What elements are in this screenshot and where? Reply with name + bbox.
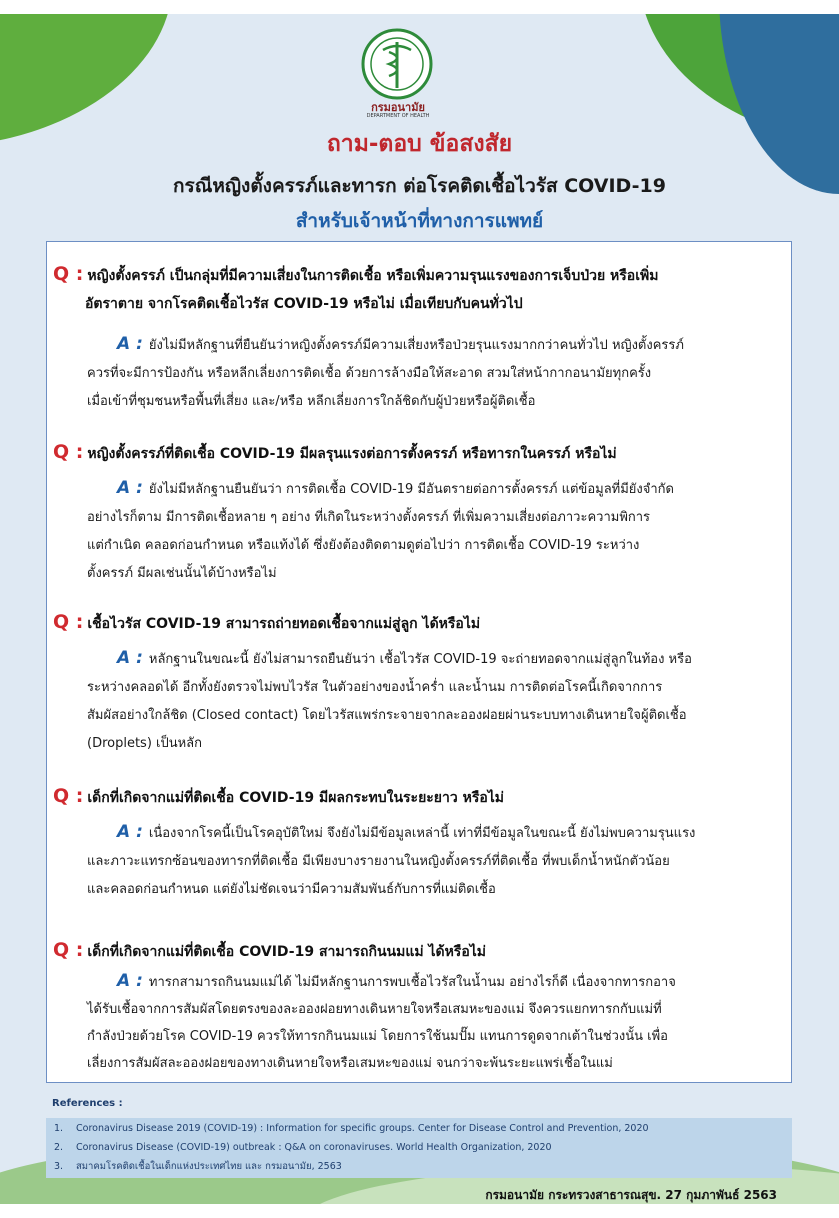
qa-panel: [46, 241, 792, 1083]
q-label: Q :: [53, 441, 84, 463]
poster: [0, 14, 839, 1204]
references: [46, 1092, 792, 1184]
page-title: ถาม-ตอบ ข้อสงสัย: [326, 131, 513, 157]
reference-item: 3. สมาคมโรคติดเชื้อในเด็กแห่งประเทศไทย และ กรมอนามัย, 2563: [54, 1161, 342, 1172]
question: Q : เด็กที่เกิดจากแม่ที่ติดเชื้อ COVID-19 มีผลกระทบในระยะยาว หรือไม่: [53, 785, 505, 807]
page-audience: สำหรับเจ้าหน้าที่ทางการแพทย์: [295, 210, 544, 232]
a-label: A :: [117, 822, 143, 842]
org-name-en: DEPARTMENT OF HEALTH: [366, 113, 430, 119]
answer: A : ทารกสามารถกินนมแม่ได้ ไม่มีหลักฐานการพบเชื้อไวรัสในน้ำนม อย่างไรก็ดี เนื่องจากทารกอาจ ได้รับเชื้อจากการสัมผัสโดยตรงของละอองฝอยทางเดินหายใจหรือเสมหะของแม่ จึงควรแยกทารกกับแม่ที่ กำลังป่วยด้วยโรค COVID-19 ควรให้ทารกกินนมแม่ โดยการใช้นมปั๊ม แทนการดูดจากเต้าในช่วงนั้น เพื่อ เลี่ยงการสัมผัสละอองฝอยของทางเดินหายใจหรือเสมหะของแม่ จนกว่าจะพ้นระยะแพร่เชื้อในแม่: [87, 971, 676, 1071]
q-label: Q :: [53, 785, 84, 807]
answer: A : หลักฐานในขณะนี้ ยังไม่สามารถยืนยันว่า เชื้อไวรัส COVID-19 จะถ่ายทอดจากแม่สู่ลูกในท้อง หรือ ระหว่างคลอดได้ อีกทั้งยังตรวจไม่พบไวรัส ในตัวอย่างของน้ำคร่ำ และน้ำนม การติดต่อโรคนี้เกิดจากการ สัมผัสอย่างใกล้ชิด (Closed contact) โดยไวรัสแพร่กระจายจากละอองฝอยผ่านระบบทางเดินหายใจผู้ติดเชื้อ (Droplets) เป็นหลัก: [87, 648, 692, 751]
a-label: A :: [117, 334, 143, 354]
question: Q : หญิงตั้งครรภ์ เป็นกลุ่มที่มีความเสี่ยงในการติดเชื้อ หรือเพิ่มความรุนแรงของการเจ็บป่วย หรือเพิ่ม อัตราตาย จากโรคติดเชื้อไวรัส COVID-19 หรือไม่ เมื่อเทียบกับคนทั่วไป: [53, 263, 659, 312]
answer: A : เนื่องจากโรคนี้เป็นโรคอุบัติใหม่ จึงยังไม่มีข้อมูลเหล่านี้ เท่าที่มีข้อมูลในขณะนี้ ยังไม่พบความรุนแรง และภาวะแทรกซ้อนของทารกที่ติดเชื้อ มีเพียงบางรายงานในหญิงตั้งครรภ์ที่ติดเชื้อ ที่พบเด็กน้ำหนักตัวน้อย และคลอดก่อนกำหนด แต่ยังไม่ชัดเจนว่ามีความสัมพันธ์กับการที่แม่ติดเชื้อ: [87, 822, 696, 897]
a-label: A :: [117, 971, 143, 991]
references-title: References :: [46, 1092, 792, 1116]
footer-credit: กรมอนามัย กระทรวงสาธารณสุข. 27 กุมภาพันธ์ 2563: [485, 1188, 777, 1202]
org-name: กรมอนามัย: [371, 101, 425, 114]
question: Q : หญิงตั้งครรภ์ที่ติดเชื้อ COVID-19 มีผลรุนแรงต่อการตั้งครรภ์ หรือทารกในครรภ์ หรือไม่: [53, 441, 617, 463]
page-subtitle: กรณีหญิงตั้งครรภ์และทารก ต่อโรคติดเชื้อไวรัส COVID-19: [173, 175, 666, 197]
reference-item: 1. Coronavirus Disease 2019 (COVID-19) : Information for specific groups. Center for Disease Control and Prevention, 2020: [54, 1123, 649, 1134]
q-label: Q :: [53, 611, 84, 633]
reference-item: 2. Coronavirus Disease (COVID-19) outbreak : Q&A on coronaviruses. World Health Organization, 2020: [54, 1142, 552, 1153]
q-label: Q :: [53, 939, 84, 961]
answer: A : ยังไม่มีหลักฐานที่ยืนยันว่าหญิงตั้งครรภ์มีความเสี่ยงหรือป่วยรุนแรงมากกว่าคนทั่วไป หญิงตั้งครรภ์ ควรที่จะมีการป้องกัน หรือหลีกเลี่ยงการติดเชื้อ ด้วยการล้างมือให้สะอาด สวมใส่หน้ากากอนามัยทุกครั้ง เมื่อเข้าที่ชุมชนหรือพื้นที่เสี่ยง และ/หรือ หลีกเลี่ยงการใกล้ชิดกับผู้ป่วยหรือผู้ติดเชื้อ: [87, 334, 684, 409]
question: Q : เชื้อไวรัส COVID-19 สามารถถ่ายทอดเชื้อจากแม่สู่ลูก ได้หรือไม่: [53, 611, 481, 633]
a-label: A :: [117, 648, 143, 668]
answer: A : ยังไม่มีหลักฐานยืนยันว่า การติดเชื้อ COVID-19 มีอันตรายต่อการตั้งครรภ์ แต่ข้อมูลที่มียังจำกัด อย่างไรก็ตาม มีการติดเชื้อหลาย ๆ อย่าง ที่เกิดในระหว่างตั้งครรภ์ ที่เพิ่มความเสี่ยงต่อภาวะความพิการ แต่กำเนิด คลอดก่อนกำหนด หรือแท้งได้ ซึ่งยังต้องติดตามดูต่อไปว่า การติดเชื้อ COVID-19 ระหว่าง ตั้งครรภ์ มีผลเช่นนั้นได้บ้างหรือไม่: [87, 478, 674, 581]
a-label: A :: [117, 478, 143, 498]
ministry-seal-icon: [361, 28, 433, 100]
question: Q : เด็กที่เกิดจากแม่ที่ติดเชื้อ COVID-19 สามารถกินนมแม่ ได้หรือไม่: [53, 939, 486, 961]
references-list: [46, 1118, 792, 1178]
q-label: Q :: [53, 263, 84, 285]
